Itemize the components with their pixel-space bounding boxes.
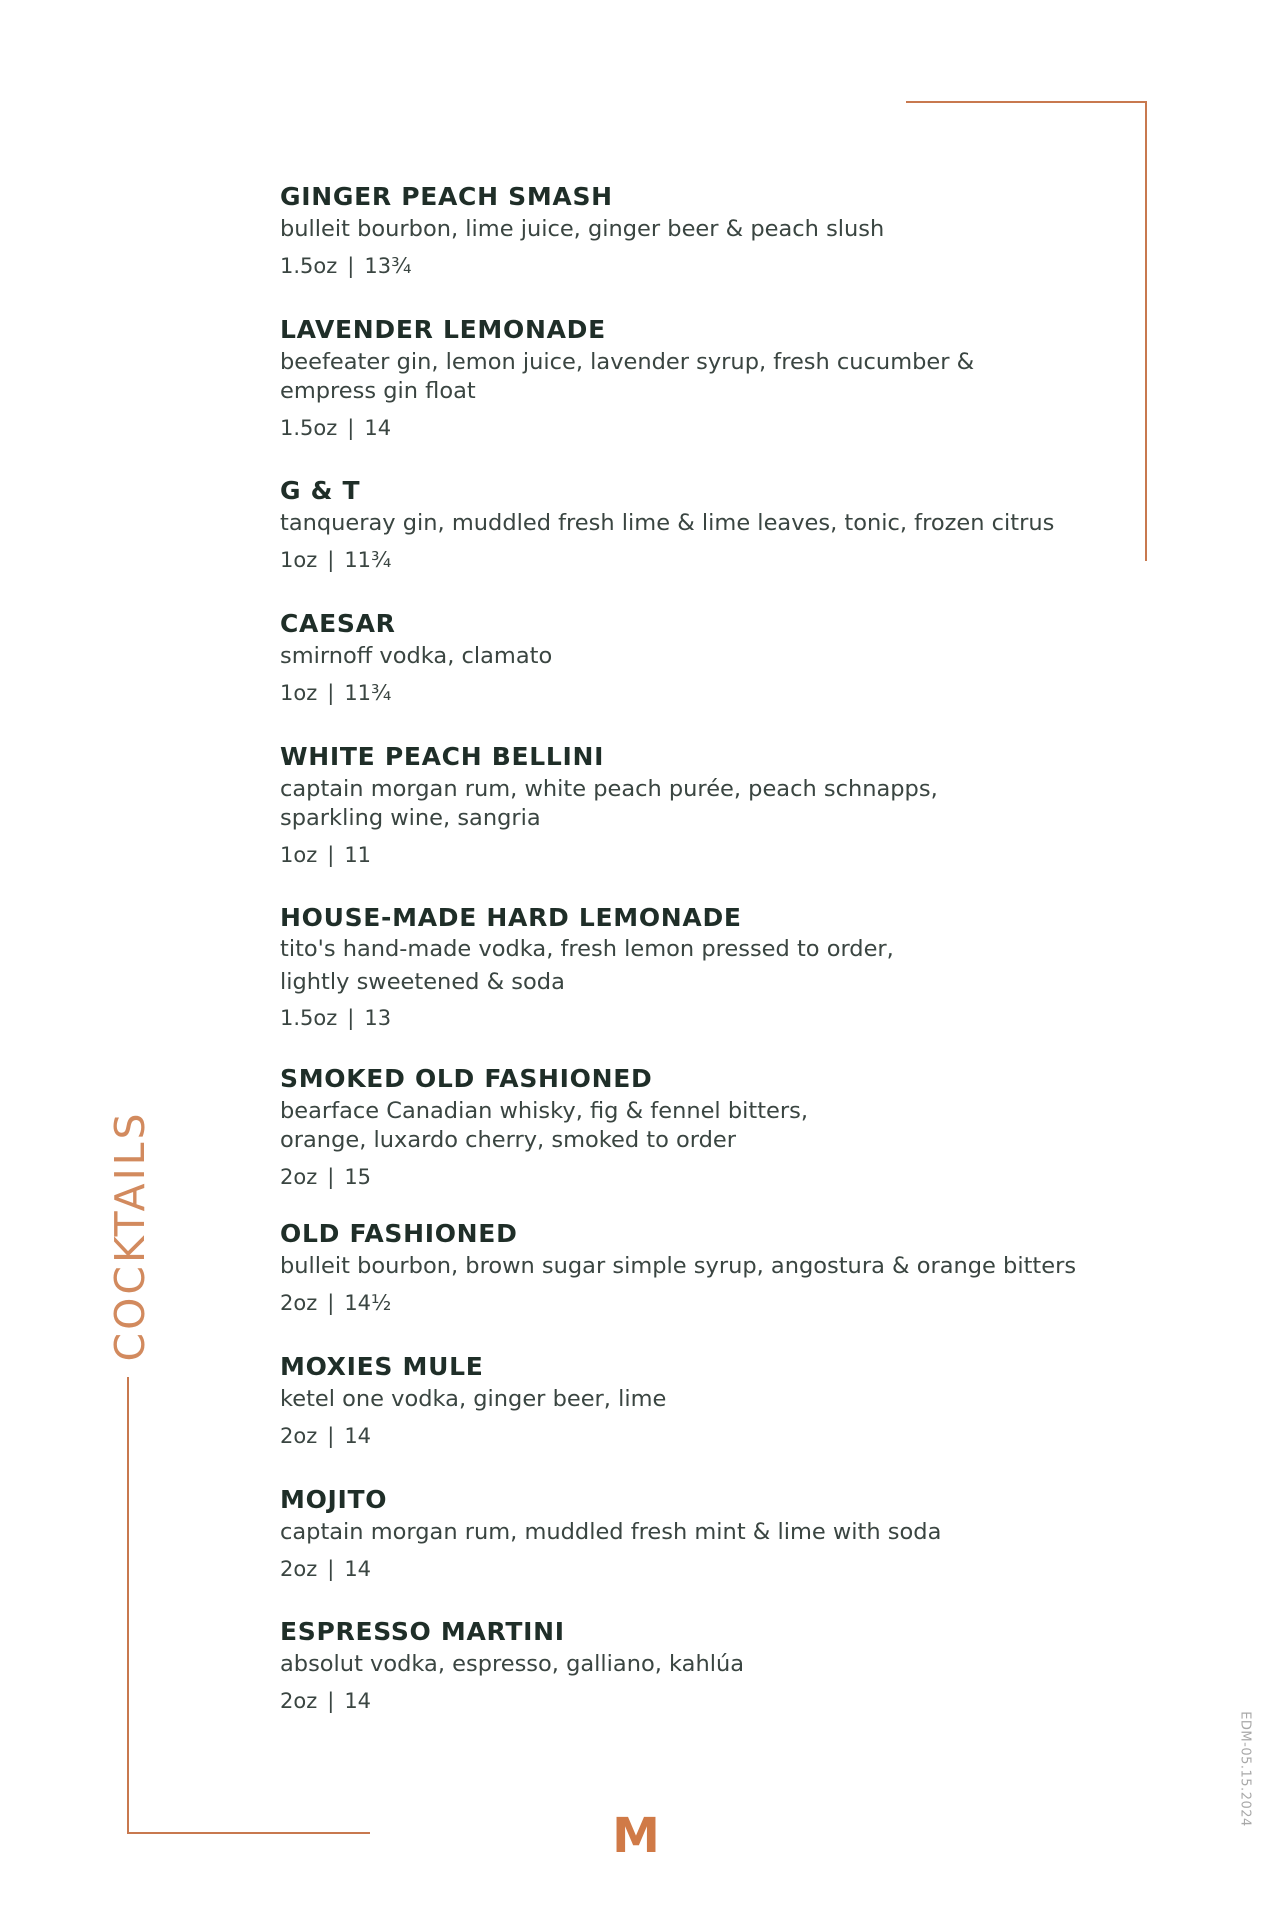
menu-item bbox=[280, 476, 1100, 573]
item-price: 1.5oz | 14 bbox=[280, 416, 392, 440]
item-price: 2oz | 15 bbox=[280, 1165, 372, 1189]
item-description: captain morgan rum, white peach purée, peach schnapps, sparkling wine, sangria bbox=[280, 776, 938, 831]
item-name: HOUSE-MADE HARD LEMONADE bbox=[280, 903, 742, 932]
item-price: 1oz | 11 bbox=[280, 843, 372, 867]
menu-item bbox=[280, 1064, 1100, 1190]
item-name: CAESAR bbox=[280, 609, 396, 638]
item-description: ketel one vodka, ginger beer, lime bbox=[280, 1386, 667, 1412]
item-description: bulleit bourbon, lime juice, ginger beer & peach slush bbox=[280, 216, 885, 242]
menu-item bbox=[280, 742, 1100, 868]
edition-code: EDM-05.15.2024 bbox=[1237, 1711, 1253, 1827]
section-title: COCKTAILS bbox=[106, 1110, 154, 1362]
item-name: WHITE PEACH BELLINI bbox=[280, 742, 605, 771]
item-description: bearface Canadian whisky, fig & fennel bitters, orange, luxardo cherry, smoked to order bbox=[280, 1098, 808, 1153]
item-description: tanqueray gin, muddled fresh lime & lime leaves, tonic, frozen citrus bbox=[280, 510, 1055, 536]
menu-item bbox=[280, 1485, 1100, 1582]
item-name: GINGER PEACH SMASH bbox=[280, 182, 613, 211]
menu-item bbox=[280, 1352, 1100, 1449]
item-name: LAVENDER LEMONADE bbox=[280, 315, 606, 344]
menu-item bbox=[280, 182, 1100, 279]
item-price: 1oz | 11¾ bbox=[280, 548, 392, 572]
item-price: 2oz | 14 bbox=[280, 1689, 372, 1713]
menu-item bbox=[280, 315, 1100, 441]
menu-item bbox=[280, 609, 1100, 706]
item-description: tito's hand-made vodka, fresh lemon pressed to order, lightly sweetened & soda bbox=[280, 936, 894, 995]
frame-top-rule bbox=[906, 101, 1147, 103]
frame-right-rule bbox=[1145, 101, 1147, 561]
item-description: beefeater gin, lemon juice, lavender syrup, fresh cucumber & empress gin float bbox=[280, 349, 975, 404]
item-price: 1.5oz | 13¾ bbox=[280, 254, 412, 278]
item-name: MOXIES MULE bbox=[280, 1352, 484, 1381]
item-name: G & T bbox=[280, 476, 361, 505]
item-description: captain morgan rum, muddled fresh mint & lime with soda bbox=[280, 1519, 942, 1545]
item-name: MOJITO bbox=[280, 1485, 388, 1514]
item-price: 2oz | 14½ bbox=[280, 1291, 392, 1315]
item-name: SMOKED OLD FASHIONED bbox=[280, 1064, 653, 1093]
item-name: OLD FASHIONED bbox=[280, 1219, 518, 1248]
frame-left-rule bbox=[127, 1377, 129, 1834]
menu-item bbox=[280, 1617, 1100, 1714]
item-price: 1.5oz | 13 bbox=[280, 1006, 392, 1030]
item-price: 1oz | 11¾ bbox=[280, 681, 392, 705]
menu-item bbox=[280, 903, 1100, 1031]
item-price: 2oz | 14 bbox=[280, 1557, 372, 1581]
brand-logo: M bbox=[612, 1808, 660, 1864]
item-name: ESPRESSO MARTINI bbox=[280, 1617, 565, 1646]
menu-item bbox=[280, 1219, 1100, 1316]
item-description: bulleit bourbon, brown sugar simple syrup, angostura & orange bitters bbox=[280, 1253, 1077, 1279]
item-description: absolut vodka, espresso, galliano, kahlúa bbox=[280, 1651, 745, 1677]
frame-bottom-rule bbox=[127, 1832, 370, 1834]
item-description: smirnoff vodka, clamato bbox=[280, 643, 553, 669]
item-price: 2oz | 14 bbox=[280, 1424, 372, 1448]
